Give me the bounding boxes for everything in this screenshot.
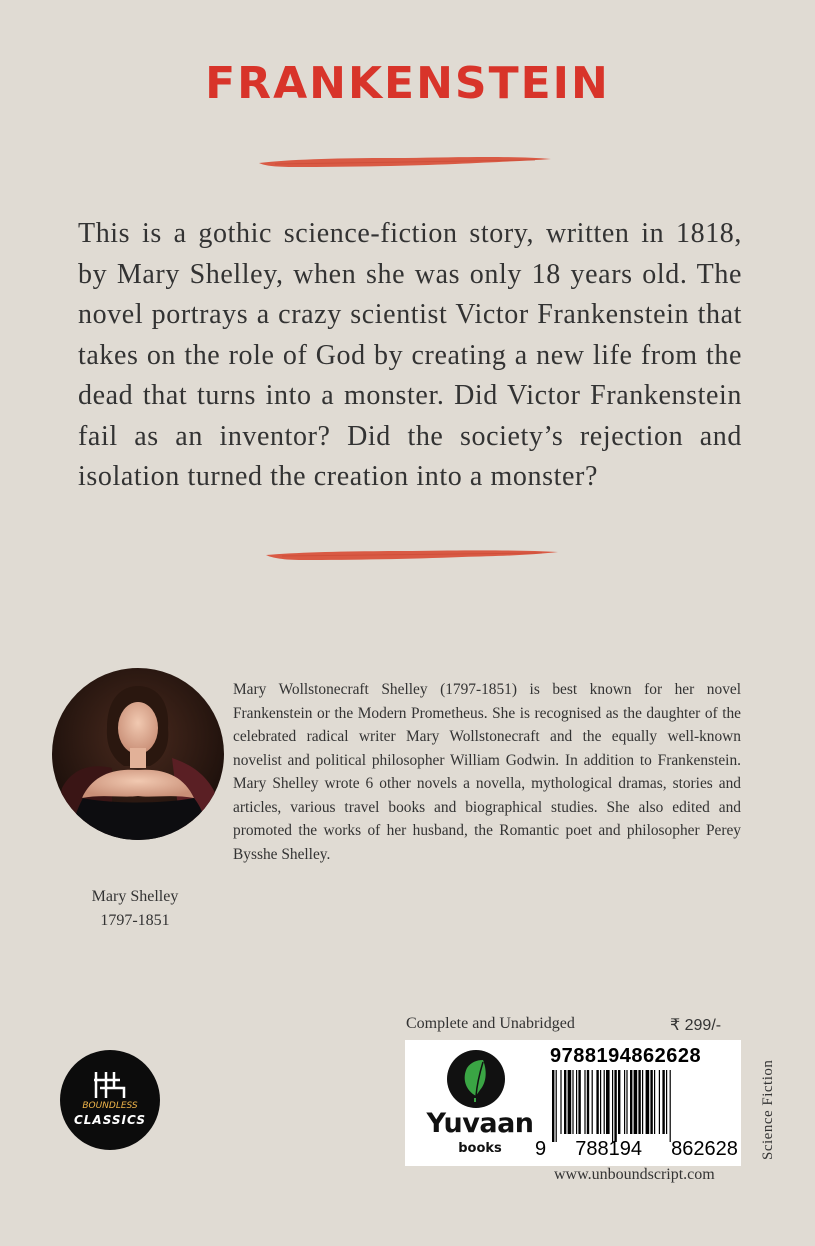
- isbn-number: 9788194862628: [550, 1045, 702, 1067]
- publisher-name: Yuvaan: [426, 1108, 534, 1139]
- book-title: FRANKENSTEIN: [205, 58, 610, 109]
- isbn-prefix: 9: [535, 1138, 547, 1160]
- brush-divider-bottom: [262, 546, 562, 564]
- author-bio: Mary Wollstonecraft Shelley (1797-1851) is best known for her novel Frankenstein or the Modern Prometheus. She is recognised as the daughter of the celebrated radical writer Mary Wollstonecraft and the equally well-known novelist and political philosopher William Godwin. In addition to Frankenstein. Mary Shelley wrote 6 other novels a novella, mythological dramas, stories and articles, various travel books and biographical studies. She also edited and promoted the works of her husband, the Romantic poet and philosopher Perey Bysshe Shelley.: [233, 681, 741, 863]
- publisher-sub: books: [458, 1141, 502, 1156]
- brush-divider-top: [255, 153, 555, 171]
- barcode-panel: [405, 1040, 741, 1166]
- edition-label: Complete and Unabridged: [406, 1015, 575, 1032]
- author-caption: [60, 885, 210, 933]
- boundless-classics-logo: [60, 1050, 160, 1150]
- yuvaan-leaf-icon: [447, 1050, 505, 1108]
- isbn-digits: [535, 1138, 738, 1161]
- barcode-bars: [550, 1070, 738, 1142]
- website-url: www.unboundscript.com: [554, 1166, 715, 1183]
- book-blurb: This is a gothic science-fiction story, written in 1818, by Mary Shelley, when she was only 18 years old. The novel portrays a crazy scientist Victor Frankenstein that takes on the role of God by creating a new life from the dead that turns into a monster. Did Victor Frankenstein fail as an inventor? Did the society’s rejection and isolation turned the creation into a monster?: [78, 218, 742, 492]
- author-years: 1797-1851: [100, 912, 170, 929]
- logo-line2: CLASSICS: [73, 1113, 147, 1127]
- author-portrait: [52, 668, 224, 840]
- isbn-group2: 862628: [671, 1138, 738, 1160]
- genre-label: Science Fiction: [760, 1059, 776, 1160]
- author-name: Mary Shelley: [91, 888, 179, 905]
- price-label: ₹ 299/-: [670, 1017, 722, 1034]
- logo-line1: BOUNDLESS: [82, 1101, 138, 1111]
- isbn-group1: 788194: [575, 1138, 642, 1160]
